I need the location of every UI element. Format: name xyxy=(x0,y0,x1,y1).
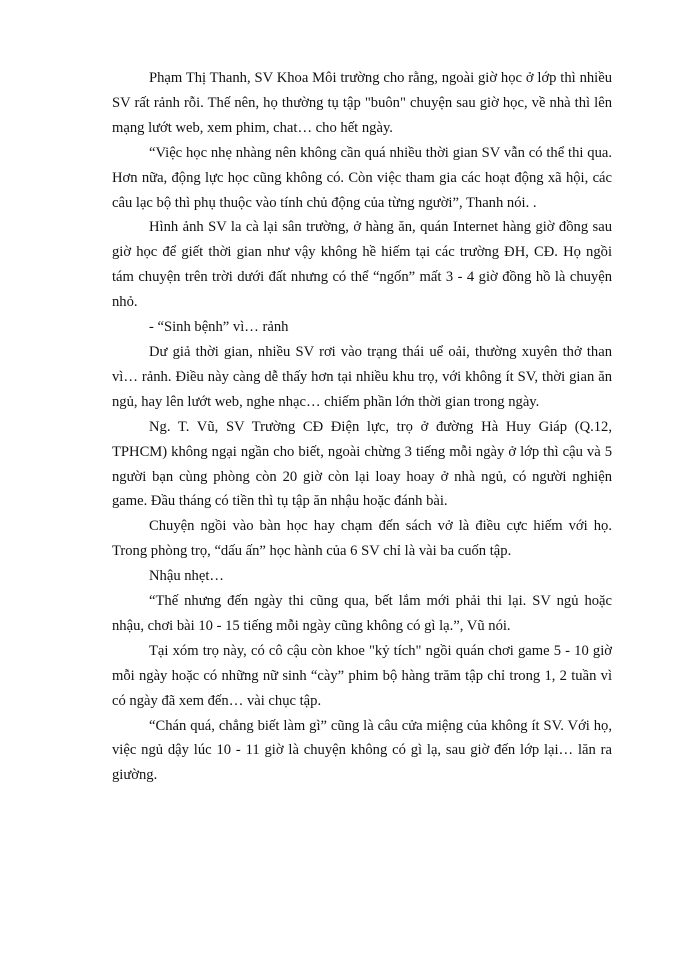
paragraph-5: Dư giả thời gian, nhiều SV rơi vào trạng thái uể oải, thường xuyên thở than vì… rảnh. Điều này càng dễ thấy hơn tại nhiều khu trọ, với không ít SV, thời gian ăn ngủ, hay lên lướt web, nghe nhạc… chiếm phần lớn thời gian trong ngày. xyxy=(112,343,612,410)
section-heading-nhau-nhet: Nhậu nhẹt… xyxy=(149,568,224,585)
paragraph-10: Tại xóm trọ này, có cô cậu còn khoe "kỷ tích" ngồi quán chơi game 5 - 10 giờ mỗi ngày hoặc có những nữ sinh “cày” phim bộ hàng trăm tập chỉ trong 1, 2 tuần vì có ngày đã xem đến… vài chục tập. xyxy=(112,642,612,709)
paragraph-9: “Thế nhưng đến ngày thi cũng qua, bết lắm mới phải thi lại. SV ngủ hoặc nhậu, chơi bài 10 - 15 tiếng mỗi ngày cũng không có gì lạ.”, Vũ nói. xyxy=(112,593,612,634)
paragraph-11: “Chán quá, chẳng biết làm gì” cũng là câu cửa miệng của không ít SV. Với họ, việc ngủ dậy lúc 10 - 11 giờ là chuyện không có gì lạ, sau giờ đến lớp lại… lăn ra giường. xyxy=(112,717,612,784)
paragraph-7: Chuyện ngồi vào bàn học hay chạm đến sách vở là điều cực hiếm với họ. Trong phòng trọ, “dấu ấn” học hành của 6 SV chỉ là vài ba cuốn tập. xyxy=(112,518,612,560)
article-body xyxy=(112,66,612,788)
section-heading-sinh-benh: - “Sinh bệnh” vì… rảnh xyxy=(149,319,289,336)
paragraph-6: Ng. T. Vũ, SV Trường CĐ Điện lực, trọ ở đường Hà Huy Giáp (Q.12, TPHCM) không ngại ngần cho biết, ngoài chừng 3 tiếng mỗi ngày ở lớp thì cậu và 5 người bạn cùng phòng còn 20 giờ còn lại loay hoay ở nhà ngủ, có người nghiện game. Đầu tháng có tiền thì tụ tập ăn nhậu hoặc đánh bài. xyxy=(112,418,612,510)
paragraph-1: Phạm Thị Thanh, SV Khoa Môi trường cho rằng, ngoài giờ học ở lớp thì nhiều SV rất rảnh rỗi. Thế nên, họ thường tụ tập "buôn" chuyện sau giờ học, về nhà thì lên mạng lướt web, xem phim, chat… cho hết ngày. xyxy=(112,70,612,136)
paragraph-2: “Việc học nhẹ nhàng nên không cần quá nhiều thời gian SV vẫn có thể thi qua. Hơn nữa, động lực học cũng không có. Còn việc tham gia các hoạt động xã hội, các câu lạc bộ thì phụ thuộc vào tính chủ động của từng người”, Thanh nói. . xyxy=(112,144,612,211)
paragraph-3: Hình ảnh SV la cà lại sân trường, ở hàng ăn, quán Internet hàng giờ đồng sau giờ học để giết thời gian như vậy không hề hiếm tại các trường ĐH, CĐ. Họ ngồi tám chuyện trên trời dưới đất nhưng có thể “ngốn” mất 3 - 4 giờ đồng hồ là chuyện nhỏ. xyxy=(112,219,612,311)
